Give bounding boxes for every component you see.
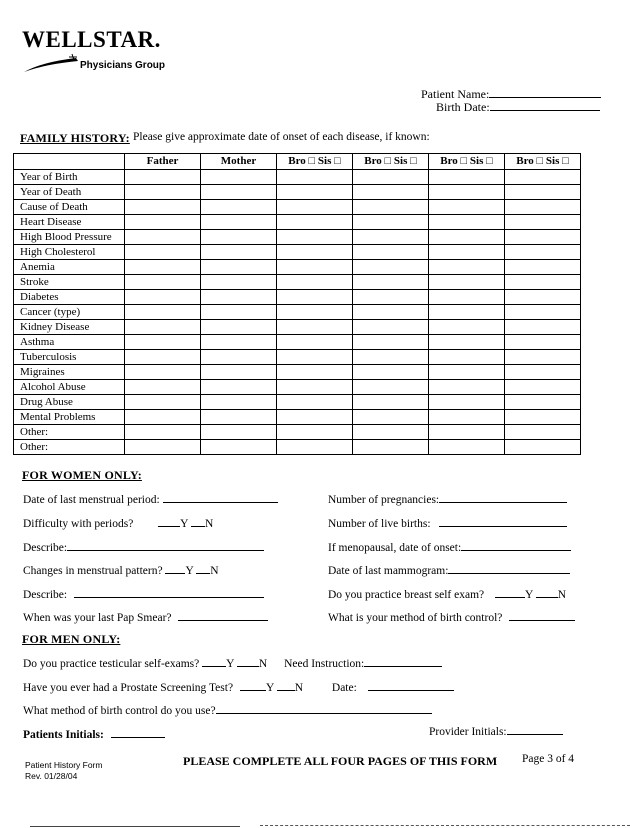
table-cell[interactable] <box>125 215 201 230</box>
testicular-field[interactable] <box>23 655 442 670</box>
table-cell[interactable] <box>429 275 505 290</box>
table-cell[interactable] <box>201 440 277 455</box>
table-cell[interactable] <box>505 185 581 200</box>
table-cell[interactable] <box>277 410 353 425</box>
table-cell[interactable] <box>125 290 201 305</box>
table-cell[interactable] <box>353 395 429 410</box>
wellstar-logo <box>22 27 166 71</box>
table-row <box>14 425 581 440</box>
row-label: Anemia <box>14 260 125 275</box>
menopausal-field[interactable] <box>328 539 571 554</box>
table-row <box>14 215 581 230</box>
table-cell[interactable] <box>353 170 429 185</box>
need-instruction-label: Need Instruction: <box>284 658 365 670</box>
table-cell[interactable] <box>429 170 505 185</box>
table-cell[interactable] <box>201 305 277 320</box>
need-instruction-line[interactable] <box>364 655 442 667</box>
table-cell[interactable] <box>277 260 353 275</box>
changes-yes-line[interactable] <box>165 562 185 574</box>
table-cell[interactable] <box>201 260 277 275</box>
table-cell[interactable] <box>125 365 201 380</box>
table-cell[interactable] <box>277 230 353 245</box>
menopausal-line[interactable] <box>461 539 571 551</box>
describe1-field[interactable] <box>23 539 264 554</box>
table-cell[interactable] <box>125 200 201 215</box>
no-label: N <box>258 658 268 670</box>
prostate-yes-line[interactable] <box>240 679 266 691</box>
table-cell[interactable] <box>353 320 429 335</box>
table-cell[interactable] <box>429 290 505 305</box>
column-header: Father <box>125 154 201 170</box>
table-cell[interactable] <box>201 170 277 185</box>
table-cell[interactable] <box>353 260 429 275</box>
table-cell[interactable] <box>353 215 429 230</box>
table-cell[interactable] <box>429 185 505 200</box>
table-cell[interactable] <box>201 200 277 215</box>
patient-initials-line[interactable] <box>111 726 165 738</box>
table-cell[interactable] <box>353 350 429 365</box>
family-history-rows <box>14 170 581 455</box>
table-cell[interactable] <box>125 380 201 395</box>
table-cell[interactable] <box>201 275 277 290</box>
table-cell[interactable] <box>201 185 277 200</box>
table-row <box>14 170 581 185</box>
yes-label: Y <box>265 682 274 694</box>
table-cell[interactable] <box>353 185 429 200</box>
row-label: Year of Birth <box>14 170 125 185</box>
mammogram-label: Date of last mammogram: <box>328 565 449 577</box>
table-cell[interactable] <box>429 260 505 275</box>
birth-date-line[interactable] <box>490 99 600 111</box>
table-cell[interactable] <box>505 170 581 185</box>
table-row <box>14 335 581 350</box>
no-label: N <box>210 565 219 577</box>
describe2-label: Describe: <box>23 589 68 601</box>
scan-line <box>30 826 240 827</box>
table-row <box>14 380 581 395</box>
row-label: Year of Death <box>14 185 125 200</box>
last-period-field[interactable] <box>23 491 278 506</box>
live-births-label: Number of live births: <box>328 518 431 530</box>
row-label: Mental Problems <box>14 410 125 425</box>
table-cell[interactable] <box>277 245 353 260</box>
column-header: Bro □ Sis □ <box>277 154 353 170</box>
pap-smear-label: When was your last Pap Smear? <box>23 612 172 624</box>
table-cell[interactable] <box>429 320 505 335</box>
describe1-label: Describe: <box>23 542 68 554</box>
last-period-label: Date of last menstrual period: <box>23 494 160 506</box>
table-cell[interactable] <box>353 335 429 350</box>
yes-label: Y <box>180 518 189 530</box>
table-cell[interactable] <box>277 305 353 320</box>
table-row <box>14 230 581 245</box>
breast-exam-yes-line[interactable] <box>495 586 525 598</box>
table-cell[interactable] <box>353 380 429 395</box>
patient-initials-label: Patients Initials: <box>23 729 104 741</box>
table-cell[interactable] <box>277 170 353 185</box>
table-cell[interactable] <box>429 425 505 440</box>
family-history-instruction: Please give approximate date of onset of each disease, if known: <box>133 131 430 143</box>
column-header: Bro □ Sis □ <box>353 154 429 170</box>
table-cell[interactable] <box>353 230 429 245</box>
table-cell[interactable] <box>201 380 277 395</box>
birth-date-label: Birth Date: <box>436 100 490 114</box>
table-cell[interactable] <box>201 320 277 335</box>
table-cell[interactable] <box>201 215 277 230</box>
form-revision: Rev. 01/28/04 <box>25 771 78 781</box>
prostate-date-label: Date: <box>331 682 357 694</box>
table-cell[interactable] <box>505 200 581 215</box>
column-header: Bro □ Sis □ <box>505 154 581 170</box>
pap-smear-line[interactable] <box>178 609 268 621</box>
mammogram-field[interactable] <box>328 562 570 577</box>
table-cell[interactable] <box>201 350 277 365</box>
describe2-line[interactable] <box>74 586 264 598</box>
table-cell[interactable] <box>429 380 505 395</box>
table-cell[interactable] <box>125 335 201 350</box>
birth-control-men-field[interactable] <box>23 702 432 717</box>
birth-control-men-label: What method of birth control do you use? <box>23 705 216 717</box>
table-cell[interactable] <box>201 410 277 425</box>
table-cell[interactable] <box>125 170 201 185</box>
table-cell[interactable] <box>125 275 201 290</box>
table-cell[interactable] <box>353 275 429 290</box>
column-header: Mother <box>201 154 277 170</box>
table-cell[interactable] <box>201 425 277 440</box>
difficulty-periods-field[interactable] <box>23 515 213 530</box>
table-cell[interactable] <box>429 245 505 260</box>
table-row <box>14 275 581 290</box>
live-births-field[interactable] <box>328 515 567 530</box>
provider-initials-line[interactable] <box>507 723 563 735</box>
breast-exam-label: Do you practice breast self exam? <box>328 589 485 601</box>
table-cell[interactable] <box>125 305 201 320</box>
table-cell[interactable] <box>505 215 581 230</box>
row-label: High Cholesterol <box>14 245 125 260</box>
provider-initials-field[interactable] <box>429 723 563 738</box>
table-cell[interactable] <box>353 200 429 215</box>
provider-initials-label: Provider Initials: <box>429 726 507 738</box>
header-blank <box>14 154 125 170</box>
table-cell[interactable] <box>277 320 353 335</box>
prostate-field[interactable] <box>23 679 454 694</box>
no-label: N <box>204 518 214 530</box>
table-cell[interactable] <box>505 320 581 335</box>
table-cell[interactable] <box>125 395 201 410</box>
table-cell[interactable] <box>429 410 505 425</box>
row-label: Cancer (type) <box>14 305 125 320</box>
table-cell[interactable] <box>277 275 353 290</box>
table-cell[interactable] <box>277 215 353 230</box>
table-cell[interactable] <box>125 410 201 425</box>
table-cell[interactable] <box>505 350 581 365</box>
table-row <box>14 320 581 335</box>
men-section-title: FOR MEN ONLY: <box>22 632 121 646</box>
table-row <box>14 245 581 260</box>
testicular-no-line[interactable] <box>237 655 259 667</box>
prostate-no-line[interactable] <box>277 679 295 691</box>
no-label: N <box>294 682 304 694</box>
row-label: High Blood Pressure <box>14 230 125 245</box>
table-cell[interactable] <box>277 350 353 365</box>
table-row <box>14 200 581 215</box>
row-label: Other: <box>14 440 125 455</box>
table-cell[interactable] <box>277 185 353 200</box>
table-row <box>14 290 581 305</box>
testicular-yes-line[interactable] <box>202 655 226 667</box>
describe1-line[interactable] <box>67 539 264 551</box>
birth-control-women-label: What is your method of birth control? <box>328 612 503 624</box>
table-cell[interactable] <box>201 395 277 410</box>
table-cell[interactable] <box>201 230 277 245</box>
table-cell[interactable] <box>353 290 429 305</box>
row-label: Diabetes <box>14 290 125 305</box>
table-cell[interactable] <box>505 365 581 380</box>
logo-name: WELLSTAR. <box>22 27 161 52</box>
row-label: Asthma <box>14 335 125 350</box>
table-cell[interactable] <box>125 440 201 455</box>
table-row <box>14 410 581 425</box>
changes-no-line[interactable] <box>196 562 210 574</box>
table-cell[interactable] <box>125 350 201 365</box>
breast-exam-no-line[interactable] <box>536 586 558 598</box>
pregnancies-field[interactable] <box>328 491 567 506</box>
table-cell[interactable] <box>429 215 505 230</box>
table-header-row <box>14 154 581 170</box>
row-label: Other: <box>14 425 125 440</box>
mammogram-line[interactable] <box>448 562 570 574</box>
row-label: Migraines <box>14 365 125 380</box>
table-row <box>14 395 581 410</box>
table-cell[interactable] <box>201 245 277 260</box>
table-cell[interactable] <box>505 290 581 305</box>
birth-date-field[interactable] <box>436 99 600 115</box>
table-cell[interactable] <box>353 410 429 425</box>
row-label: Heart Disease <box>14 215 125 230</box>
form-name: Patient History Form <box>25 760 103 770</box>
table-row <box>14 260 581 275</box>
table-cell[interactable] <box>429 335 505 350</box>
patient-name-label: Patient Name: <box>421 87 490 101</box>
table-cell[interactable] <box>429 440 505 455</box>
prostate-date-line[interactable] <box>368 679 454 691</box>
women-section-title: FOR WOMEN ONLY: <box>22 468 142 482</box>
table-cell[interactable] <box>125 320 201 335</box>
breast-exam-field[interactable] <box>328 586 566 601</box>
row-label: Kidney Disease <box>14 320 125 335</box>
table-cell[interactable] <box>429 305 505 320</box>
patient-name-line[interactable] <box>489 86 601 98</box>
logo-subtitle: Physicians Group <box>80 60 166 71</box>
table-cell[interactable] <box>505 440 581 455</box>
scan-line <box>260 825 630 826</box>
table-cell[interactable] <box>125 230 201 245</box>
table-cell[interactable] <box>277 395 353 410</box>
table-cell[interactable] <box>201 365 277 380</box>
yes-label: Y <box>226 658 235 670</box>
menopausal-label: If menopausal, date of onset: <box>328 542 462 554</box>
table-cell[interactable] <box>429 365 505 380</box>
pregnancies-line[interactable] <box>439 491 567 503</box>
completion-notice: PLEASE COMPLETE ALL FOUR PAGES OF THIS FORM <box>183 754 498 768</box>
table-cell[interactable] <box>505 230 581 245</box>
row-label: Alcohol Abuse <box>14 380 125 395</box>
table-cell[interactable] <box>125 260 201 275</box>
table-cell[interactable] <box>125 185 201 200</box>
table-cell[interactable] <box>429 200 505 215</box>
table-cell[interactable] <box>277 365 353 380</box>
table-cell[interactable] <box>277 335 353 350</box>
table-cell[interactable] <box>505 305 581 320</box>
column-header: Bro □ Sis □ <box>429 154 505 170</box>
prostate-label: Have you ever had a Prostate Screening Test? <box>23 682 234 694</box>
table-cell[interactable] <box>277 290 353 305</box>
pap-smear-field[interactable] <box>23 609 268 624</box>
row-label: Tuberculosis <box>14 350 125 365</box>
row-label: Cause of Death <box>14 200 125 215</box>
table-cell[interactable] <box>505 260 581 275</box>
table-cell[interactable] <box>505 425 581 440</box>
table-cell[interactable] <box>353 245 429 260</box>
logo-swoosh-icon <box>22 52 82 74</box>
table-cell[interactable] <box>505 245 581 260</box>
table-cell[interactable] <box>429 350 505 365</box>
table-cell[interactable] <box>125 425 201 440</box>
table-cell[interactable] <box>201 335 277 350</box>
table-cell[interactable] <box>353 365 429 380</box>
table-row <box>14 350 581 365</box>
last-period-line[interactable] <box>163 491 278 503</box>
difficulty-no-line[interactable] <box>191 515 205 527</box>
table-cell[interactable] <box>505 395 581 410</box>
yes-label: Y <box>185 565 194 577</box>
difficulty-yes-line[interactable] <box>158 515 180 527</box>
pregnancies-label: Number of pregnancies: <box>328 494 440 506</box>
family-history-table <box>13 153 581 455</box>
no-label: N <box>557 589 567 601</box>
changes-label: Changes in menstrual pattern? <box>23 565 163 577</box>
page-number: Page 3 of 4 <box>522 753 575 765</box>
yes-label: Y <box>525 589 533 601</box>
testicular-label: Do you practice testicular self-exams? <box>23 658 200 670</box>
row-label: Stroke <box>14 275 125 290</box>
table-cell[interactable] <box>353 305 429 320</box>
family-history-title: FAMILY HISTORY: <box>20 131 130 145</box>
birth-control-women-line[interactable] <box>509 609 575 621</box>
table-cell[interactable] <box>277 200 353 215</box>
table-cell[interactable] <box>505 410 581 425</box>
table-cell[interactable] <box>505 380 581 395</box>
table-cell[interactable] <box>277 440 353 455</box>
table-row <box>14 305 581 320</box>
table-cell[interactable] <box>277 425 353 440</box>
row-label: Drug Abuse <box>14 395 125 410</box>
table-cell[interactable] <box>125 245 201 260</box>
table-cell[interactable] <box>505 335 581 350</box>
table-cell[interactable] <box>429 230 505 245</box>
table-cell[interactable] <box>353 425 429 440</box>
table-cell[interactable] <box>277 380 353 395</box>
live-births-line[interactable] <box>439 515 567 527</box>
table-row <box>14 440 581 455</box>
table-row <box>14 185 581 200</box>
table-cell[interactable] <box>429 395 505 410</box>
patient-initials-field[interactable] <box>23 726 165 741</box>
table-cell[interactable] <box>505 275 581 290</box>
table-cell[interactable] <box>201 290 277 305</box>
table-cell[interactable] <box>353 440 429 455</box>
table-row <box>14 365 581 380</box>
describe2-field[interactable] <box>23 586 264 601</box>
difficulty-periods-label: Difficulty with periods? <box>23 518 134 530</box>
birth-control-women-field[interactable] <box>328 609 575 624</box>
birth-control-men-line[interactable] <box>216 702 432 714</box>
changes-field[interactable] <box>23 562 219 577</box>
